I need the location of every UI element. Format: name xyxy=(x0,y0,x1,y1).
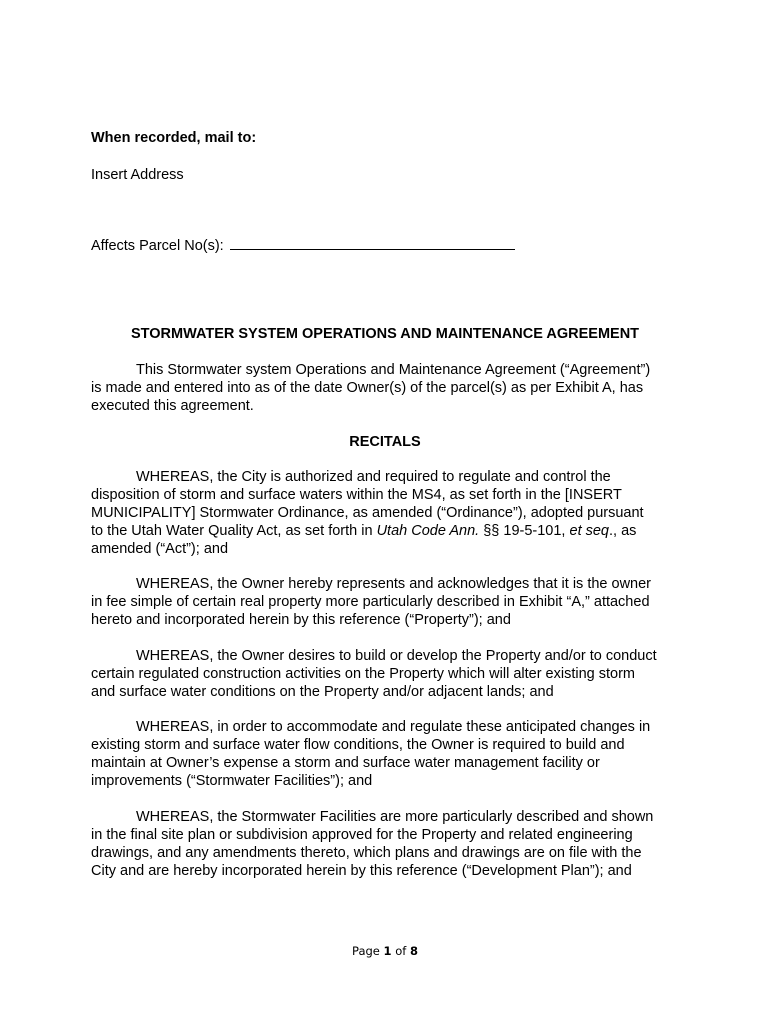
paragraph-line: existing storm and surface water flow conditions, the Owner is required to build and xyxy=(91,737,625,753)
current-page: 1 xyxy=(383,944,392,958)
address-placeholder: Insert Address xyxy=(91,167,184,183)
citation-italic: Utah Code Ann. xyxy=(376,523,480,539)
whereas-paragraph-1 xyxy=(91,468,681,558)
intro-paragraph xyxy=(91,361,681,415)
paragraph-line: and surface water conditions on the Property and/or adjacent lands; and xyxy=(91,684,554,700)
whereas-paragraph-2 xyxy=(91,575,681,629)
recitals-heading: RECITALS xyxy=(349,434,421,450)
intro-line: executed this agreement. xyxy=(91,398,254,414)
paragraph-line: hereto and incorporated herein by this reference (“Property”); and xyxy=(91,612,511,628)
recording-label: When recorded, mail to: xyxy=(91,130,257,146)
paragraph-line: WHEREAS, the Owner desires to build or develop the Property and/or to conduct xyxy=(136,648,657,664)
parcel-line xyxy=(91,237,515,255)
paragraph-line: WHEREAS, in order to accommodate and regulate these anticipated changes in xyxy=(136,719,651,735)
paragraph-line: disposition of storm and surface waters within the MS4, as set forth in the [INSERT xyxy=(91,487,622,503)
whereas-paragraph-4 xyxy=(91,718,681,790)
paragraph-line: certain regulated construction activities on the Property which will alter existing storm xyxy=(91,666,635,682)
parcel-label: Affects Parcel No(s): xyxy=(91,238,224,254)
paragraph-line: maintain at Owner’s expense a storm and surface water management facility or xyxy=(91,755,600,771)
paragraph-line: amended (“Act”); and xyxy=(91,541,229,557)
text-run: to the Utah Water Quality Act, as set forth in xyxy=(91,523,377,539)
paragraph-line: improvements (“Stormwater Facilities”); and xyxy=(91,773,373,789)
paragraph-line: WHEREAS, the Stormwater Facilities are more particularly described and shown xyxy=(136,809,654,825)
paragraph-line: WHEREAS, the Owner hereby represents and acknowledges that it is the owner xyxy=(136,576,652,592)
paragraph-line: in fee simple of certain real property more particularly described in Exhibit “A,” attached xyxy=(91,594,650,610)
text-run: §§ 19-5-101, xyxy=(479,523,570,539)
total-pages: 8 xyxy=(409,944,418,958)
page-number xyxy=(0,944,770,958)
citation-italic: et seq xyxy=(569,523,609,539)
paragraph-line: City and are hereby incorporated herein by this reference (“Development Plan”); and xyxy=(91,863,632,879)
paragraph-line xyxy=(91,522,681,540)
of-word: of xyxy=(391,944,410,958)
intro-line: This Stormwater system Operations and Maintenance Agreement (“Agreement”) xyxy=(136,362,651,378)
intro-line: is made and entered into as of the date Owner(s) of the parcel(s) as per Exhibit A, has xyxy=(91,380,644,396)
paragraph-line: WHEREAS, the City is authorized and required to regulate and control the xyxy=(136,469,611,485)
text-run: ., as xyxy=(609,523,637,539)
parcel-number-blank xyxy=(230,248,515,250)
whereas-paragraph-5 xyxy=(91,808,681,880)
whereas-paragraph-3 xyxy=(91,647,681,701)
paragraph-line: drawings, and any amendments thereto, which plans and drawings are on file with the xyxy=(91,845,642,861)
page-word: Page xyxy=(352,944,384,958)
document-title: STORMWATER SYSTEM OPERATIONS AND MAINTENANCE AGREEMENT xyxy=(130,326,640,342)
paragraph-line: in the final site plan or subdivision approved for the Property and related engineering xyxy=(91,827,633,843)
paragraph-line: MUNICIPALITY] Stormwater Ordinance, as amended (“Ordinance”), adopted pursuant xyxy=(91,505,644,521)
